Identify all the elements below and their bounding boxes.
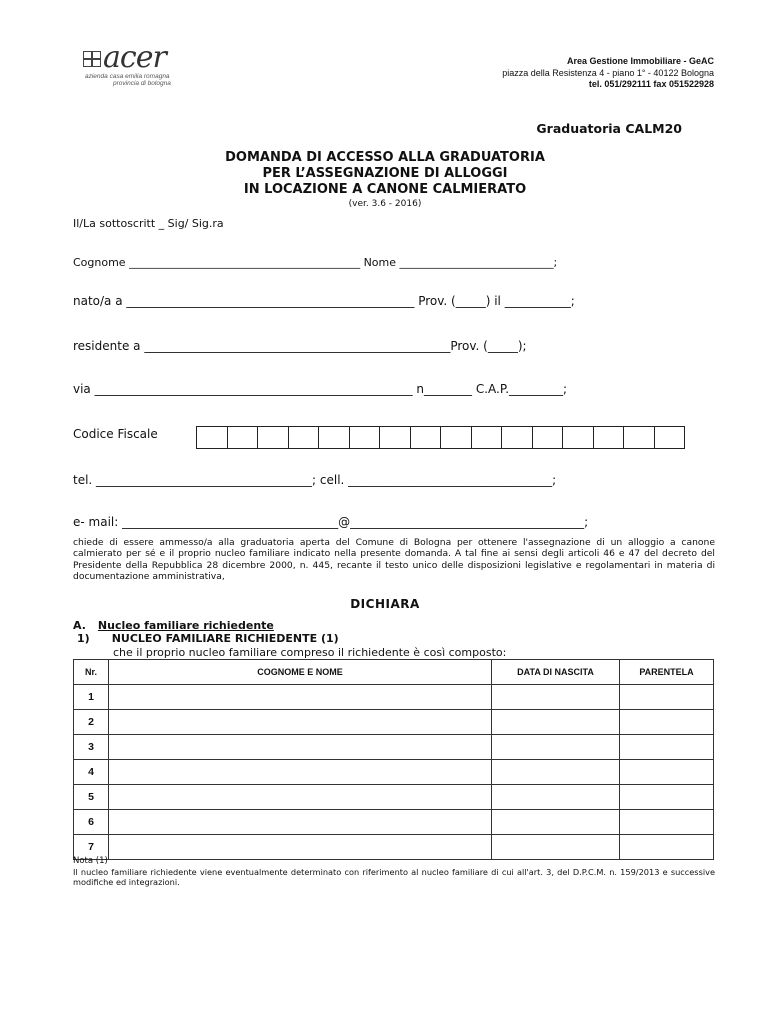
cf-box[interactable] — [562, 426, 594, 449]
cf-box[interactable] — [227, 426, 259, 449]
header-cognome-nome: COGNOME E NOME — [109, 660, 492, 685]
data-nascita-cell[interactable] — [492, 685, 620, 710]
cognome-nome-cell[interactable] — [109, 810, 492, 835]
section-a-title: Nucleo familiare richiedente — [97, 619, 274, 632]
section-1-title: NUCLEO FAMILIARE RICHIEDENTE (1) — [111, 632, 339, 645]
parentela-cell[interactable] — [620, 760, 714, 785]
table-row — [74, 785, 714, 810]
table-header-row — [74, 660, 714, 685]
cf-box[interactable] — [654, 426, 686, 449]
cf-box[interactable] — [196, 426, 228, 449]
codice-fiscale-boxes[interactable] — [197, 426, 685, 449]
parentela-cell[interactable] — [620, 810, 714, 835]
row-number: 2 — [74, 710, 109, 735]
row-number: 6 — [74, 810, 109, 835]
table-row — [74, 685, 714, 710]
cognome-nome-cell[interactable] — [109, 735, 492, 760]
data-nascita-cell[interactable] — [492, 785, 620, 810]
cognome-nome-cell[interactable] — [109, 710, 492, 735]
cf-box[interactable] — [532, 426, 564, 449]
request-paragraph: chiede di essere ammesso/a alla graduatoria aperta del Comune di Bologna per ottenere l'assegnazione di un alloggio a canone calmierato per sé e il proprio nucleo familiare indicato nella presente domanda. A tal fine ai sensi degli articoli 46 e 47 del decreto del Presidente della Repubblica 28 dicembre 2000, n. 445, recante il testo unico delle disposizioni legislative e regolamentari in materia di documentazione amministrativa, — [73, 537, 715, 583]
codice-fiscale-label: Codice Fiscale — [73, 427, 158, 441]
dichiara-heading: DICHIARA — [350, 597, 420, 611]
section-a-heading — [73, 619, 274, 632]
email-field[interactable]: e- mail: ____________________________________@_______________________________________; — [73, 515, 589, 529]
row-number: 5 — [74, 785, 109, 810]
cf-box[interactable] — [410, 426, 442, 449]
section-1-number: 1) — [77, 632, 90, 645]
data-nascita-cell[interactable] — [492, 835, 620, 860]
row-number: 4 — [74, 760, 109, 785]
nato-field[interactable]: nato/a a ________________________________________________ Prov. (_____) il ___________; — [73, 294, 575, 308]
logo-subtitle-1: azienda casa emilia romagna — [85, 73, 170, 80]
data-nascita-cell[interactable] — [492, 710, 620, 735]
composto-text: che il proprio nucleo familiare compreso il richiedente è così composto: — [113, 646, 507, 659]
header-area: Area Gestione Immobiliare - GeAC — [566, 56, 714, 66]
cognome-nome-field[interactable]: Cognome __________________________________________ Nome ____________________________; — [73, 256, 558, 269]
cf-box[interactable] — [379, 426, 411, 449]
cf-box[interactable] — [349, 426, 381, 449]
logo-subtitle-2: provincia di bologna — [113, 80, 171, 87]
table-row — [74, 810, 714, 835]
cf-box[interactable] — [471, 426, 503, 449]
cf-box[interactable] — [623, 426, 655, 449]
residente-field[interactable]: residente a ___________________________________________________Prov. (_____); — [73, 339, 527, 353]
parentela-cell[interactable] — [620, 785, 714, 810]
version-label: (ver. 3.6 - 2016) — [348, 199, 422, 209]
logo-mark-icon — [83, 51, 101, 67]
cf-box[interactable] — [501, 426, 533, 449]
cognome-nome-cell[interactable] — [109, 835, 492, 860]
nota-title: Nota (1) — [73, 856, 108, 866]
cf-box[interactable] — [440, 426, 472, 449]
logo-word: acer — [103, 40, 166, 75]
header-phone: tel. 051/292111 fax 051522928 — [588, 79, 714, 89]
data-nascita-cell[interactable] — [492, 735, 620, 760]
cognome-nome-cell[interactable] — [109, 785, 492, 810]
row-number: 3 — [74, 735, 109, 760]
acer-logo — [83, 40, 193, 88]
row-number: 7 — [74, 835, 109, 860]
section-a-letter: A. — [73, 619, 86, 632]
cognome-nome-cell[interactable] — [109, 760, 492, 785]
parentela-cell[interactable] — [620, 685, 714, 710]
cf-box[interactable] — [288, 426, 320, 449]
graduatoria-code: Graduatoria CALM20 — [536, 121, 682, 136]
nota-text: Il nucleo familiare richiedente viene eventualmente determinato con riferimento al nucleo familiare di cui all'art. 3, del D.P.C.M. n. 159/2013 e successive modifiche ed integrazioni. — [73, 867, 715, 887]
via-field[interactable]: via _____________________________________________________ n________ C.A.P._________; — [73, 382, 568, 396]
header-data-nascita: DATA DI NASCITA — [492, 660, 620, 685]
cf-box[interactable] — [257, 426, 289, 449]
cf-box[interactable] — [318, 426, 350, 449]
table-row — [74, 835, 714, 860]
table-row — [74, 760, 714, 785]
table-row — [74, 710, 714, 735]
section-1-heading — [77, 632, 339, 645]
tel-cell-field[interactable]: tel. ____________________________________; cell. __________________________________; — [73, 473, 557, 487]
row-number: 1 — [74, 685, 109, 710]
data-nascita-cell[interactable] — [492, 760, 620, 785]
parentela-cell[interactable] — [620, 710, 714, 735]
data-nascita-cell[interactable] — [492, 810, 620, 835]
header-nr: Nr. — [74, 660, 109, 685]
cf-box[interactable] — [593, 426, 625, 449]
cognome-nome-cell[interactable] — [109, 685, 492, 710]
parentela-cell[interactable] — [620, 835, 714, 860]
sottoscritto-field[interactable]: Il/La sottoscritt _ Sig/ Sig.ra — [73, 217, 224, 230]
header-parentela: PARENTELA — [620, 660, 714, 685]
title-line-3: IN LOCAZIONE A CANONE CALMIERATO — [243, 182, 527, 197]
table-row — [74, 735, 714, 760]
title-line-2: PER L’ASSEGNAZIONE DI ALLOGGI — [262, 166, 508, 181]
title-line-1: DOMANDA DI ACCESSO ALLA GRADUATORIA — [225, 150, 545, 165]
parentela-cell[interactable] — [620, 735, 714, 760]
header-address: piazza della Resistenza 4 - piano 1° - 40122 Bologna — [502, 68, 714, 78]
family-table — [73, 659, 714, 860]
